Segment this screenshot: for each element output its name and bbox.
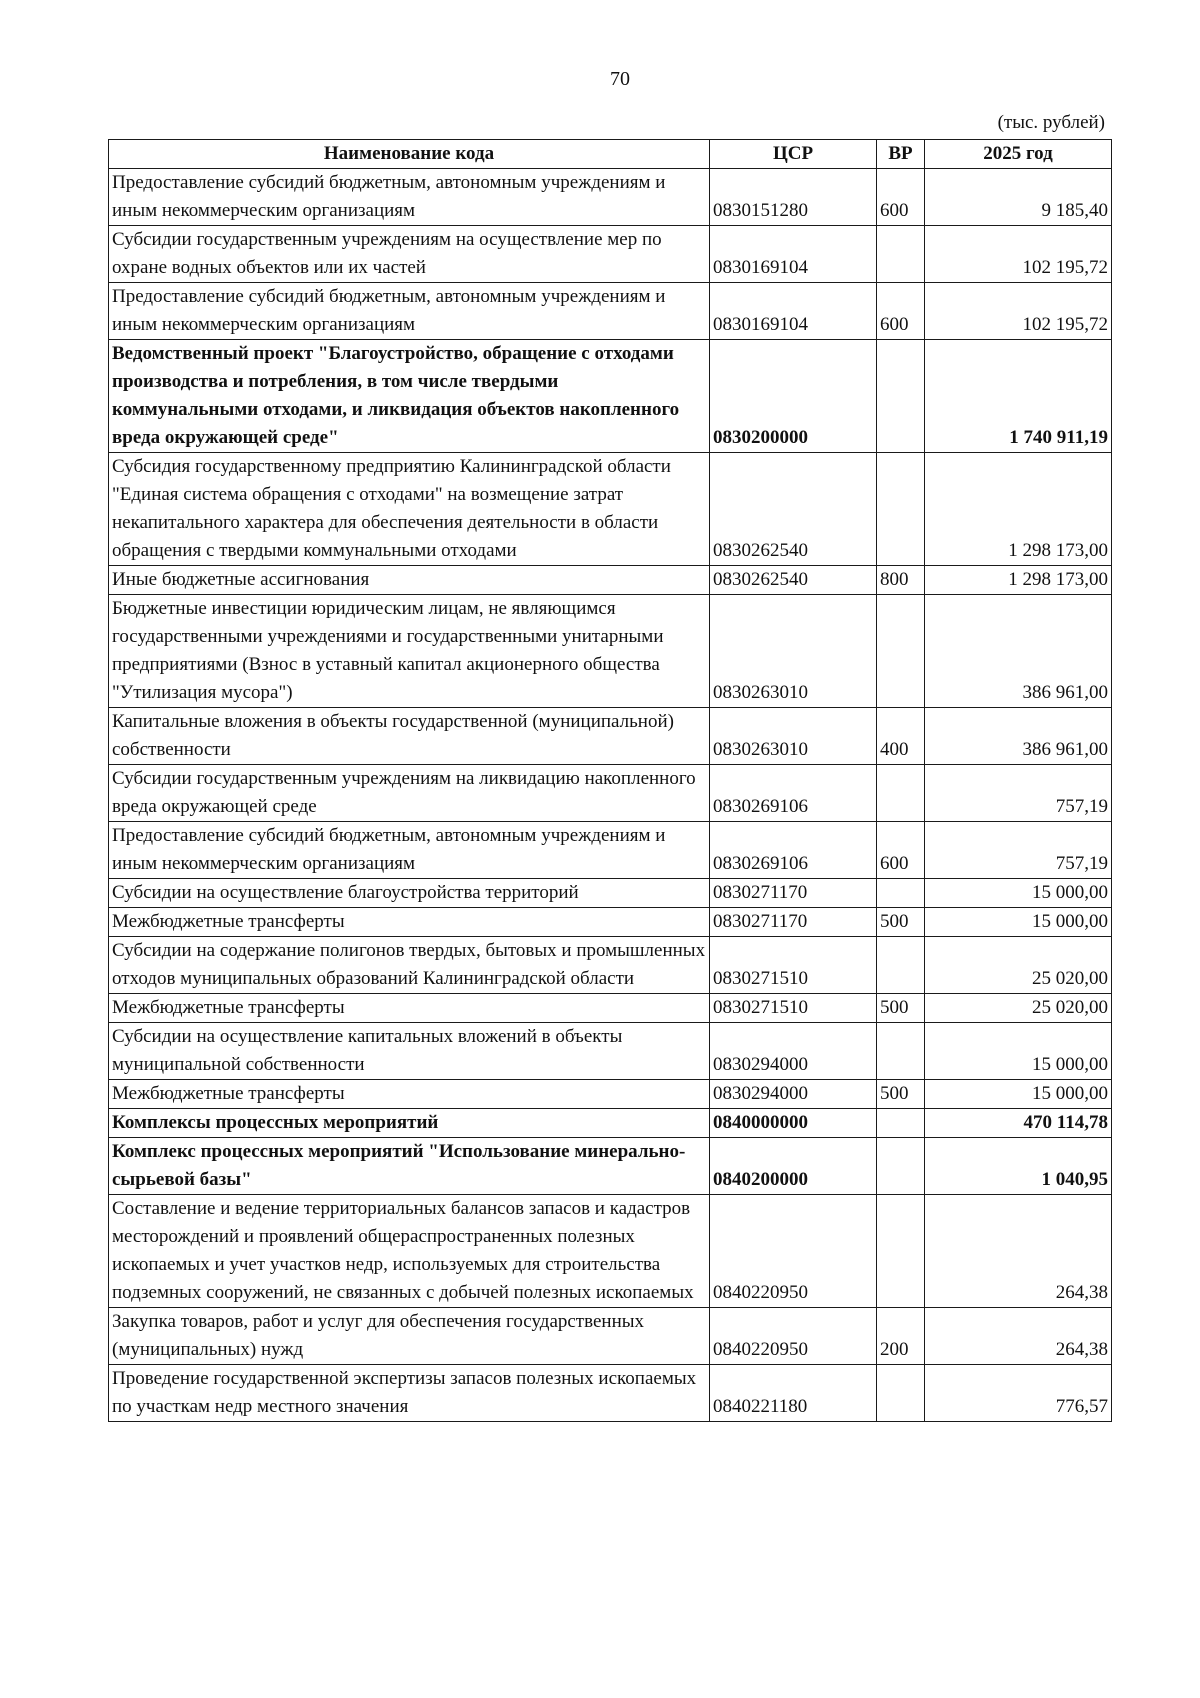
row-name-cell: Субсидии государственным учреждениям на осуществление мер по охране водных объектов или их частей <box>109 226 710 283</box>
row-name-cell: Субсидии на осуществление капитальных вложений в объекты муниципальной собственности <box>109 1023 710 1080</box>
row-name-cell: Иные бюджетные ассигнования <box>109 566 710 595</box>
row-amount-cell: 757,19 <box>925 765 1112 822</box>
row-name-cell: Ведомственный проект "Благоустройство, обращение с отходами производства и потребления, в том числе твердыми коммунальными отходами, и ликвидация объектов накопленного вреда окружающей среде" <box>109 340 710 453</box>
table-row <box>109 1080 1112 1109</box>
row-csr-cell: 0830263010 <box>710 708 877 765</box>
row-vr-cell <box>877 765 925 822</box>
row-vr-cell: 500 <box>877 1080 925 1109</box>
table-row <box>109 1138 1112 1195</box>
row-name-cell: Комплексы процессных мероприятий <box>109 1109 710 1138</box>
row-name-cell: Капитальные вложения в объекты государственной (муниципальной) собственности <box>109 708 710 765</box>
row-csr-cell: 0830269106 <box>710 765 877 822</box>
row-name-cell: Межбюджетные трансферты <box>109 994 710 1023</box>
row-csr-cell: 0830269106 <box>710 822 877 879</box>
row-name-cell: Субсидии государственным учреждениям на ликвидацию накопленного вреда окружающей среде <box>109 765 710 822</box>
row-amount-cell: 757,19 <box>925 822 1112 879</box>
row-vr-cell <box>877 1138 925 1195</box>
row-csr-cell: 0830200000 <box>710 340 877 453</box>
row-amount-cell: 1 298 173,00 <box>925 566 1112 595</box>
table-header-row <box>109 140 1112 169</box>
column-header-csr: ЦСР <box>710 140 877 169</box>
row-vr-cell: 600 <box>877 822 925 879</box>
table-row <box>109 566 1112 595</box>
row-vr-cell <box>877 595 925 708</box>
row-amount-cell: 15 000,00 <box>925 1023 1112 1080</box>
table-row <box>109 1365 1112 1422</box>
table-row <box>109 1109 1112 1138</box>
row-csr-cell: 0830169104 <box>710 226 877 283</box>
row-name-cell: Субсидии на осуществление благоустройства территорий <box>109 879 710 908</box>
row-name-cell: Субсидии на содержание полигонов твердых, бытовых и промышленных отходов муниципальных образований Калининградской области <box>109 937 710 994</box>
row-vr-cell <box>877 340 925 453</box>
column-header-amount: 2025 год <box>925 140 1112 169</box>
row-amount-cell: 776,57 <box>925 1365 1112 1422</box>
row-amount-cell: 386 961,00 <box>925 708 1112 765</box>
row-name-cell: Бюджетные инвестиции юридическим лицам, не являющимся государственными учреждениями и государственными унитарными предприятиями (Взнос в уставный капитал акционерного общества "Утилизация мусора") <box>109 595 710 708</box>
row-vr-cell <box>877 1023 925 1080</box>
row-amount-cell: 1 740 911,19 <box>925 340 1112 453</box>
row-amount-cell: 9 185,40 <box>925 169 1112 226</box>
row-amount-cell: 264,38 <box>925 1195 1112 1308</box>
column-header-name: Наименование кода <box>109 140 710 169</box>
row-amount-cell: 1 040,95 <box>925 1138 1112 1195</box>
table-row <box>109 1023 1112 1080</box>
row-name-cell: Закупка товаров, работ и услуг для обеспечения государственных (муниципальных) нужд <box>109 1308 710 1365</box>
row-csr-cell: 0830262540 <box>710 566 877 595</box>
row-csr-cell: 0840000000 <box>710 1109 877 1138</box>
row-csr-cell: 0830271170 <box>710 908 877 937</box>
row-name-cell: Предоставление субсидий бюджетным, автономным учреждениям и иным некоммерческим организациям <box>109 283 710 340</box>
units-label: (тыс. рублей) <box>997 112 1105 133</box>
row-name-cell: Проведение государственной экспертизы запасов полезных ископаемых по участкам недр местного значения <box>109 1365 710 1422</box>
row-amount-cell: 102 195,72 <box>925 226 1112 283</box>
row-name-cell: Межбюджетные трансферты <box>109 1080 710 1109</box>
row-amount-cell: 470 114,78 <box>925 1109 1112 1138</box>
table-row <box>109 879 1112 908</box>
table-row <box>109 937 1112 994</box>
row-csr-cell: 0830271510 <box>710 994 877 1023</box>
row-vr-cell <box>877 937 925 994</box>
row-csr-cell: 0830271170 <box>710 879 877 908</box>
row-amount-cell: 1 298 173,00 <box>925 453 1112 566</box>
table-row <box>109 595 1112 708</box>
row-vr-cell: 600 <box>877 169 925 226</box>
table-row <box>109 1195 1112 1308</box>
row-vr-cell: 200 <box>877 1308 925 1365</box>
row-vr-cell <box>877 226 925 283</box>
row-csr-cell: 0840200000 <box>710 1138 877 1195</box>
page-number: 70 <box>610 68 630 90</box>
row-csr-cell: 0830263010 <box>710 595 877 708</box>
table-row <box>109 908 1112 937</box>
row-vr-cell <box>877 879 925 908</box>
row-amount-cell: 15 000,00 <box>925 1080 1112 1109</box>
row-csr-cell: 0840220950 <box>710 1195 877 1308</box>
row-csr-cell: 0830151280 <box>710 169 877 226</box>
table-row <box>109 340 1112 453</box>
table-row <box>109 822 1112 879</box>
row-amount-cell: 264,38 <box>925 1308 1112 1365</box>
row-csr-cell: 0840220950 <box>710 1308 877 1365</box>
row-amount-cell: 15 000,00 <box>925 879 1112 908</box>
row-vr-cell: 500 <box>877 908 925 937</box>
budget-table <box>108 139 1112 1422</box>
row-csr-cell: 0830294000 <box>710 1023 877 1080</box>
row-vr-cell: 600 <box>877 283 925 340</box>
row-vr-cell: 500 <box>877 994 925 1023</box>
table-row <box>109 453 1112 566</box>
table-row <box>109 994 1112 1023</box>
table-row <box>109 226 1112 283</box>
row-vr-cell: 400 <box>877 708 925 765</box>
row-amount-cell: 386 961,00 <box>925 595 1112 708</box>
table-row <box>109 765 1112 822</box>
row-csr-cell: 0830294000 <box>710 1080 877 1109</box>
row-amount-cell: 25 020,00 <box>925 994 1112 1023</box>
row-csr-cell: 0830262540 <box>710 453 877 566</box>
row-name-cell: Составление и ведение территориальных балансов запасов и кадастров месторождений и проявлений общераспространенных полезных ископаемых и учет участков недр, используемых для строительства подземных сооружений, не связанных с добычей полезных ископаемых <box>109 1195 710 1308</box>
table-row <box>109 283 1112 340</box>
row-vr-cell: 800 <box>877 566 925 595</box>
row-vr-cell <box>877 453 925 566</box>
row-csr-cell: 0830169104 <box>710 283 877 340</box>
row-amount-cell: 25 020,00 <box>925 937 1112 994</box>
row-vr-cell <box>877 1109 925 1138</box>
table-row <box>109 1308 1112 1365</box>
table-row <box>109 169 1112 226</box>
row-name-cell: Субсидия государственному предприятию Калининградской области "Единая система обращения с отходами" на возмещение затрат некапитального характера для обеспечения деятельности в области обращения с твердыми коммунальными отходами <box>109 453 710 566</box>
table-row <box>109 708 1112 765</box>
row-vr-cell <box>877 1195 925 1308</box>
row-vr-cell <box>877 1365 925 1422</box>
row-name-cell: Предоставление субсидий бюджетным, автономным учреждениям и иным некоммерческим организациям <box>109 169 710 226</box>
row-csr-cell: 0840221180 <box>710 1365 877 1422</box>
row-csr-cell: 0830271510 <box>710 937 877 994</box>
column-header-vr: ВР <box>877 140 925 169</box>
row-name-cell: Комплекс процессных мероприятий "Использование минерально-сырьевой базы" <box>109 1138 710 1195</box>
row-name-cell: Предоставление субсидий бюджетным, автономным учреждениям и иным некоммерческим организациям <box>109 822 710 879</box>
row-amount-cell: 102 195,72 <box>925 283 1112 340</box>
row-name-cell: Межбюджетные трансферты <box>109 908 710 937</box>
row-amount-cell: 15 000,00 <box>925 908 1112 937</box>
